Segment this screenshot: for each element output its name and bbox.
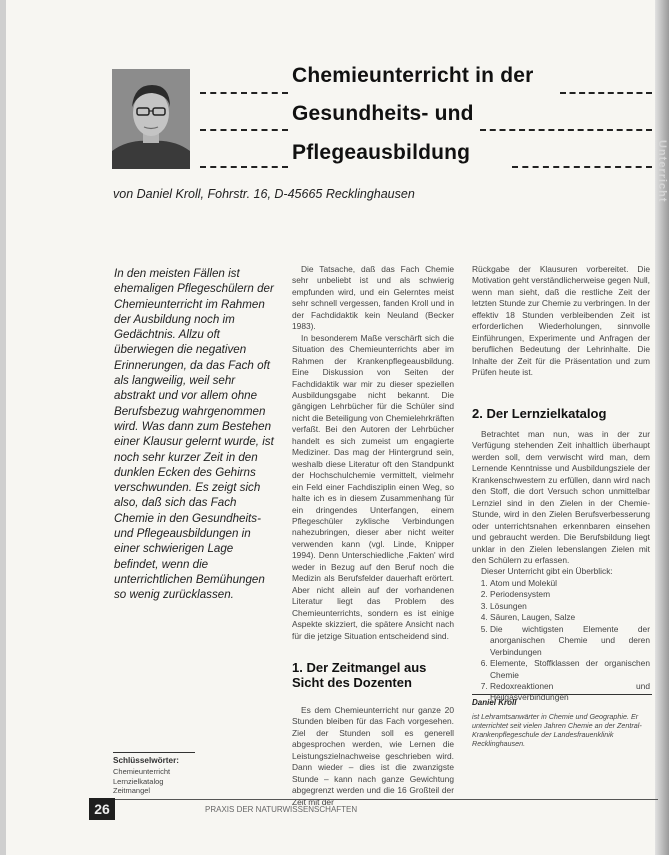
learning-objectives-list [472,578,650,704]
list-item: 5. Die wichtigsten Elemente der anorganischen Chemie und deren Verbindungen [490,624,650,658]
list-item: 4. Säuren, Laugen, Salze [490,612,650,623]
section-1-text [292,705,454,808]
title-rule-1-right [560,92,652,94]
title-rule-1-left [200,92,288,94]
paragraph: Rückgabe der Klausuren vorbereitet. Die Motivation geht verständlicherweise gegen Null, wenn man sieht, daß die restliche Zeit der letzten Stunde zur Chemie zu verbringen. In der effektiv 18 Stunden verbleibenden Zeit ist erforderlichen Wiederholungen, sinnvolle Einführungen, Experimente und Anfragen der beruflichen Bedeutung der Lehrinhalte. Die Inhalte der Zeit für die Präsentation und zum Prüfen heute ist. [472,264,650,378]
keyword: Chemieunterricht [113,767,171,776]
keywords-label: Schlüsselwörter: [113,756,179,765]
footer-rule [113,799,658,800]
page-left-edge [0,0,6,855]
column-middle-text [292,264,454,642]
paragraph: Betrachtet man nun, was in der zur Verfügung stehenden Zeit inhaltlich überhaupt werden soll, dem verwischt wird man, dem Lernende Kenntnisse und Ausbildungsziele der Krankenschwestern zu erfüllen, dann wird nach den Stoff, die dort Versuch schon unmittelbar Lernziel sind in den Zielen in der Chemie-Stunde, wird in den Zielen Berufsverbesserung oder unterrichtsnahen erkennbaren einsehen und gebraucht werden. Die Berufsbildung liegt unklar in den Zielen lebenslangen Zielen mit den Schülern zu erfassen. [472,429,650,565]
section-heading-1-line-1: 1. Der Zeitmangel aus [292,660,427,675]
title-rule-2-right [480,129,652,131]
list-intro: Dieser Unterricht gibt ein Überblick: [481,566,613,577]
bio-divider [472,694,652,695]
paragraph: In besonderem Maße verschärft sich die Situation des Chemieunterrichts aber im Rahmen der Krankenpflegeausbildung. Eine Diskussion von Seiten der Fachdidaktik war mir zu dieser speziellen Ausbildungsgabe nicht bekannt. Die gängigen Lehrbücher für die Schüler sind nicht die Beteiligung von Chemielehrkräften verfaßt. Bei den Autoren der Lehrbücher handelt es sich zumeist um engagierte Mediziner. Das mag der Hintergrund sein, weshalb diese Literatur oft den Standpunkt der Hochschulchemie vermittelt, vielmehr ein Feld einer Fachdisziplin einen Weg, so halte ich es in diesem Zusammenhang für ein dringendes Unterfangen, einem Pflegeschüler zyklische Verbindungen nahezubringen, dieser aber nicht weiter verwenden kann (vgl. Linde, Knipper 1994). Denn Unterschiedliche ‚Fakten' wird weder in Bezug auf den Beruf noch die Medizin als Berufsfelder dauerhaft erörtert. Aber nicht allein auf der vorhandenen Literatur liegt das Problem des Chemieunterrichts, sondern es ist einige Aspekte skizziert, die spätere Ansicht nach für die jetzige Situation entscheidend sind. [292,332,454,641]
keyword: Zeitmangel [113,786,151,795]
author-bio-name: Daniel Kroll [472,698,517,707]
section-heading-1-line-2: Sicht des Dozenten [292,674,412,690]
section-heading-1 [292,661,426,690]
article-title-line-2: Gesundheits- und [292,102,474,125]
page-number: 26 [89,798,115,820]
article-title-line-1: Chemieunterricht in der [292,64,534,87]
paragraph: Es dem Chemieunterricht nur ganze 20 Stunden bleiben für das Fach vorgesehen. Ziel der Stunden soll es generell abgesprochen werden, wie Lernen die Leistungszielnachweise geschrieben wird. Dann wieder – dies ist die zwanzigste Stunde – kann nach ganze Gewichtung abgegrenzt werden und die 16 Großteil der Zeit mit der [292,705,454,807]
keyword: Lernzielkatalog [113,776,164,786]
title-rule-3-left [200,166,288,168]
title-rule-3-right [512,166,652,168]
keywords-divider [113,752,195,753]
list-item: 2. Periodensystem [490,589,650,600]
section-2-text [472,429,650,704]
title-rule-2-left [200,129,288,131]
side-section-label: Unterricht [656,140,668,203]
list-item: 7. Redoxreaktionen und Heilgasverbindungen [490,681,650,704]
intro-abstract: In den meisten Fällen ist ehemaligen Pflegeschülern der Chemieunterricht im Rahmen der Ausbildung noch im Gedächtnis. Allzu oft überwiegen die negativen Erinnerungen, da das Fach oft als langweilig, weil sehr abstrakt und vor allem ohne Berufsbezug wahrgenommen wird. Was dann zum Bestehen einer Klausur gelernt wurde, ist noch sehr kurzer Zeit in den dunklen Ecken des Gehirns verschwunden. Es zeigt sich also, daß sich das Fach Chemie in den Gesundheits- und Pflegeausbildungen in einer schwierigen Lage befindet, wenn die unterrichtlichen Bemühungen so wenig zurücklassen. [114,267,274,602]
paragraph: Die Tatsache, daß das Fach Chemie sehr unbeliebt ist und als schwierig empfunden wird, und ein Gelerntes meist sehr schnell vergessen, fanden Kroll und in der Fachdidaktik kein Neuland (Becker 1983). [292,264,454,332]
article-title-line-3: Pflegeausbildung [292,141,471,164]
list-item: 1. Atom und Molekül [490,578,650,589]
list-item: 3. Lösungen [490,601,650,612]
journal-name: PRAXIS DER NATURWISSENSCHAFTEN [205,805,358,814]
keywords-list [113,767,193,796]
author-portrait-image [112,69,190,169]
author-byline: von Daniel Kroll, Fohrstr. 16, D-45665 Recklinghausen [113,187,415,201]
author-portrait [112,69,190,169]
author-bio-text: ist Lehramtsanwärter in Chemie und Geographie. Er unterrichtet seit vielen Jahren Chemie an der Zentral- Krankenpflegeschule der Landesfrauenklinik Recklinghausen. [472,712,642,748]
section-heading-2: 2. Der Lernzielkatalog [472,406,607,421]
list-item: 6. Elemente, Stoffklassen der organischen Chemie [490,658,650,681]
column-right-top-text [472,264,650,379]
